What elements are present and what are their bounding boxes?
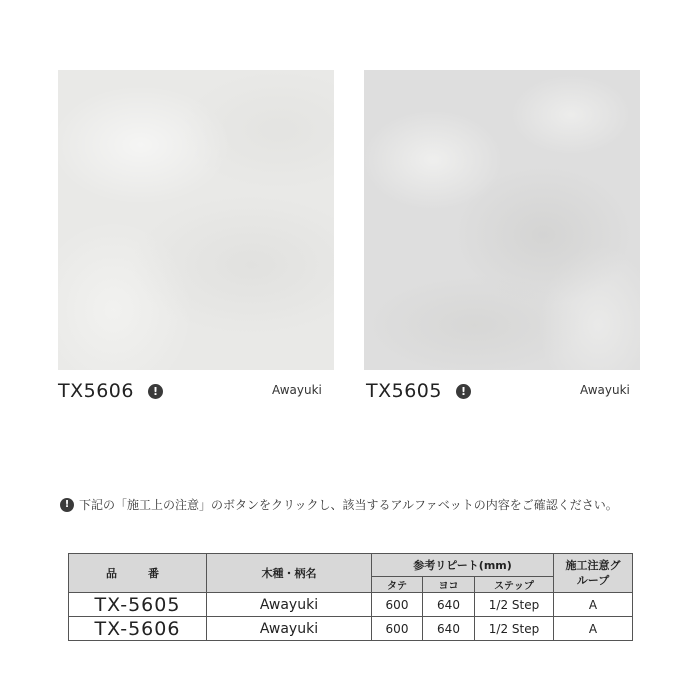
header-repeat: 参考リピート(mm) — [372, 554, 554, 577]
cell-product: TX-5605 — [69, 593, 207, 617]
cell-step: 1/2 Step — [475, 617, 554, 641]
cell-pattern: Awayuki — [207, 593, 372, 617]
caption-tx5606 — [58, 378, 163, 404]
notice-text: 下記の「施工上の注意」のボタンをクリックし、該当するアルファベットの内容をご確認ください。 — [79, 498, 618, 512]
swatch-tx5606 — [58, 70, 334, 370]
spec-table — [68, 553, 633, 641]
cell-group: A — [554, 617, 633, 641]
table-row — [69, 617, 633, 641]
exclamation-circle-icon: ! — [60, 498, 74, 512]
header-step: ステップ — [475, 577, 554, 593]
cell-horizontal: 640 — [423, 617, 475, 641]
header-caution-group — [554, 554, 633, 593]
exclamation-circle-icon[interactable]: ! — [456, 384, 471, 399]
caution-notice — [60, 496, 660, 513]
header-product: 品 番 — [69, 554, 207, 593]
cell-horizontal: 640 — [423, 593, 475, 617]
pattern-name: Awayuki — [580, 383, 630, 397]
cell-pattern: Awayuki — [207, 617, 372, 641]
cell-step: 1/2 Step — [475, 593, 554, 617]
header-vertical: タテ — [372, 577, 423, 593]
caption-tx5605 — [366, 378, 471, 404]
caution-group-label: 施工注意グループ — [565, 559, 621, 587]
pattern-name: Awayuki — [272, 383, 322, 397]
header-wood-pattern: 木種・柄名 — [207, 554, 372, 593]
product-code: TX5606 — [58, 380, 134, 402]
cell-product: TX-5606 — [69, 617, 207, 641]
table-row — [69, 593, 633, 617]
product-code: TX5605 — [366, 380, 442, 402]
swatch-tx5605 — [364, 70, 640, 370]
cell-vertical: 600 — [372, 593, 423, 617]
cell-vertical: 600 — [372, 617, 423, 641]
exclamation-circle-icon[interactable]: ! — [148, 384, 163, 399]
header-horizontal: ヨコ — [423, 577, 475, 593]
cell-group: A — [554, 593, 633, 617]
